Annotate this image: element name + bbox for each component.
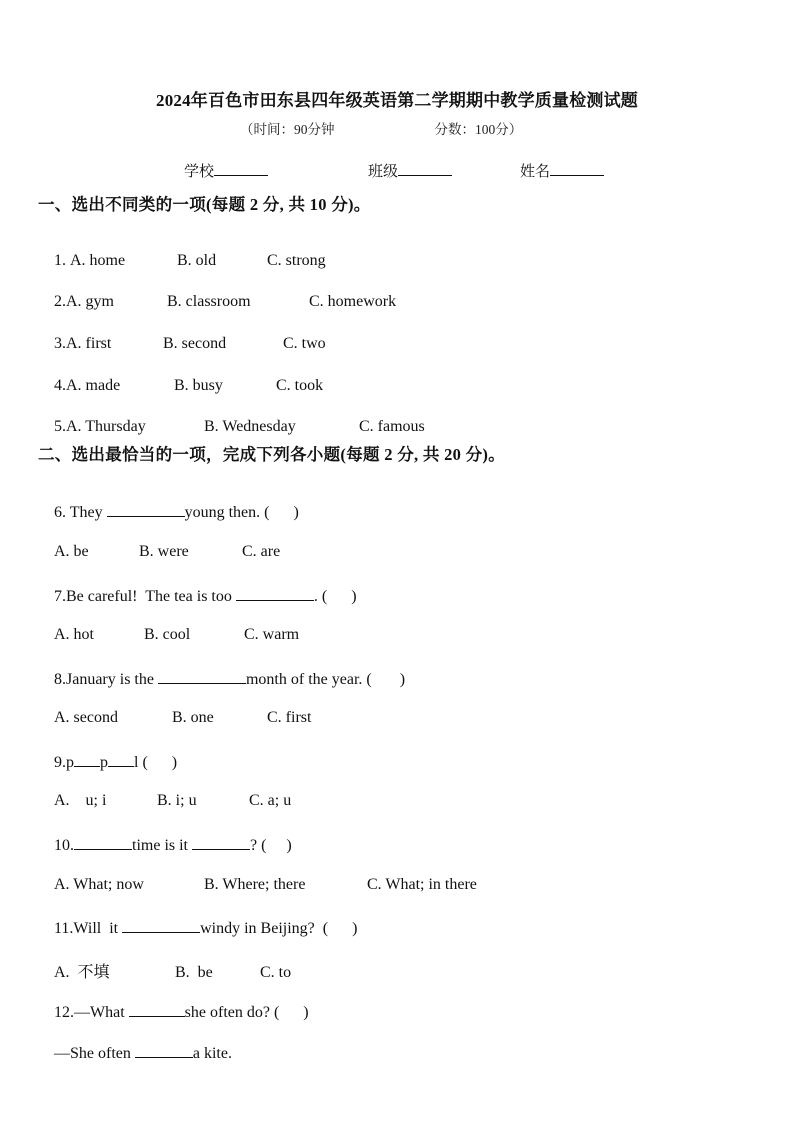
answer-blank[interactable] <box>129 1001 185 1017</box>
total-score: 分数：100分） <box>434 122 523 137</box>
question-stem: 11.Will it <box>54 920 123 937</box>
question-stem-end: windy in Beijing? ( ) <box>200 920 358 937</box>
option-b: B. Where; there <box>204 876 306 893</box>
question-stem: 6. They <box>54 504 107 521</box>
option-c: C. are <box>242 543 281 560</box>
option-c: C. warm <box>244 626 300 643</box>
option-b: B. were <box>139 543 189 560</box>
option-b: B. busy <box>174 377 223 394</box>
option-b: B. Wednesday <box>204 418 296 435</box>
question-stem-end: a kite. <box>192 1045 232 1062</box>
answer-blank[interactable] <box>236 585 314 601</box>
option-b: B. be <box>175 964 213 981</box>
name-label: 姓名 <box>520 164 551 180</box>
question-12-line2 <box>38 1024 232 1081</box>
question-stem-end: young then. ( ) <box>184 504 299 521</box>
question-stem-mid: p <box>100 754 108 771</box>
option-a: A. hot <box>54 626 94 643</box>
question-stem: 9.p <box>54 754 74 771</box>
question-stem: —She often <box>54 1045 135 1062</box>
option-b: B. second <box>163 335 227 352</box>
school-blank[interactable] <box>214 161 268 176</box>
option-a: A. first <box>66 335 112 352</box>
section2-heading: 二、选出最恰当的一项，完成下列各小题(每题 2 分, 共 20 分)。 <box>38 445 505 464</box>
option-a: A. made <box>66 377 121 394</box>
class-label: 班级 <box>368 164 399 180</box>
option-b: B. one <box>172 709 214 726</box>
option-a: A. be <box>54 543 89 560</box>
option-c: C. took <box>276 377 324 394</box>
answer-blank[interactable] <box>158 668 246 684</box>
option-c: C. two <box>283 335 326 352</box>
question-number: 2. <box>54 293 66 310</box>
option-c: C. a; u <box>249 792 292 809</box>
school-label: 学校 <box>184 164 215 180</box>
question-stem: 8.January is the <box>54 671 158 688</box>
question-stem-end: month of the year. ( ) <box>245 671 406 688</box>
class-blank[interactable] <box>398 161 452 176</box>
question-stem: 7.Be careful! The tea is too <box>54 588 236 605</box>
question-stem: 10. <box>54 837 74 854</box>
question-stem-end: l ( ) <box>134 754 178 771</box>
time-limit: （时间：90分钟 <box>240 122 335 137</box>
question-number: 4. <box>54 377 66 394</box>
question-number: 3. <box>54 335 66 352</box>
answer-blank[interactable] <box>74 751 100 767</box>
option-a: A. second <box>54 709 118 726</box>
option-c: C. famous <box>359 418 425 435</box>
section1-heading: 一、选出不同类的一项(每题 2 分, 共 10 分)。 <box>38 195 371 214</box>
question-stem: 12.—What <box>54 1004 129 1021</box>
option-c: C. homework <box>309 293 397 310</box>
option-c: C. to <box>260 964 292 981</box>
answer-blank[interactable] <box>108 751 134 767</box>
option-b: B. old <box>177 252 217 269</box>
answer-blank[interactable] <box>135 1042 193 1058</box>
option-b: B. classroom <box>167 293 251 310</box>
name-blank[interactable] <box>550 161 604 176</box>
question-number: 5. <box>54 418 66 435</box>
option-c: C. first <box>267 709 312 726</box>
question-stem-end: she often do? ( ) <box>184 1004 309 1021</box>
question-number: 1. <box>54 252 70 269</box>
exam-subtitle <box>240 118 522 138</box>
option-a: A. 不填 <box>54 964 110 981</box>
option-c: C. strong <box>267 252 326 269</box>
class-field <box>368 160 452 181</box>
name-field <box>520 160 604 181</box>
option-b: B. i; u <box>157 792 197 809</box>
answer-blank[interactable] <box>192 834 250 850</box>
question-stem-end: . ( ) <box>313 588 357 605</box>
answer-blank[interactable] <box>122 917 200 933</box>
school-field <box>184 160 268 181</box>
option-a: A. Thursday <box>66 418 146 435</box>
option-c: C. What; in there <box>367 876 477 893</box>
option-a: A. gym <box>66 293 114 310</box>
answer-blank[interactable] <box>74 834 132 850</box>
option-a: A. home <box>70 252 126 269</box>
question-stem-mid: time is it <box>132 837 192 854</box>
option-a: A. What; now <box>54 876 144 893</box>
exam-title: 2024年百色市田东县四年级英语第二学期期中教学质量检测试题 <box>156 91 638 110</box>
answer-blank[interactable] <box>107 501 185 517</box>
option-a: A. u; i <box>54 792 107 809</box>
question-stem-end: ? ( ) <box>250 837 292 854</box>
option-b: B. cool <box>144 626 191 643</box>
